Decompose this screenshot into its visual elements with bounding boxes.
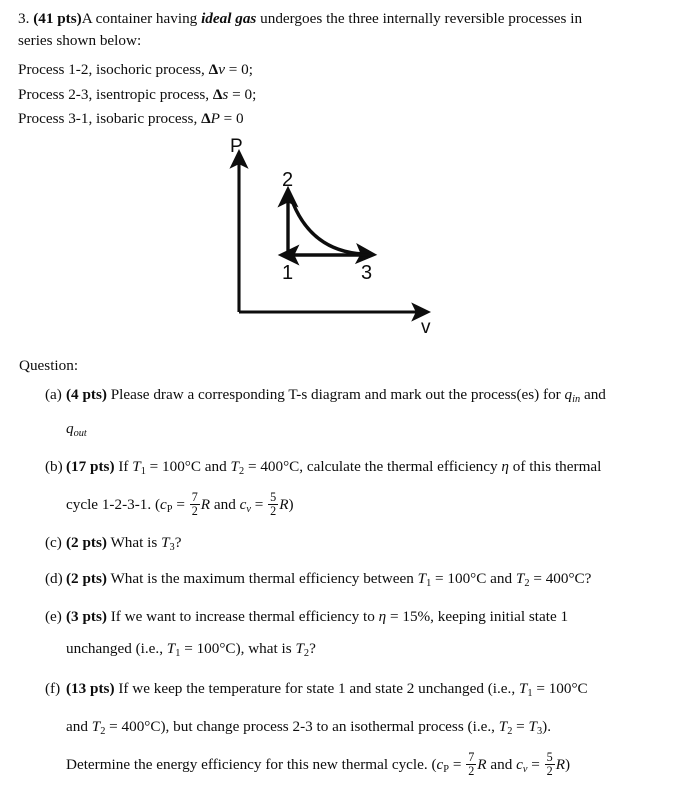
t1-subscript: 1 bbox=[140, 465, 146, 477]
t2b-symbol: T bbox=[498, 718, 508, 736]
item-body bbox=[45, 601, 679, 633]
state-label-1: 1 bbox=[282, 262, 294, 284]
and-text: and bbox=[66, 718, 92, 736]
process-variable: v bbox=[218, 61, 225, 78]
fraction-denominator: 2 bbox=[546, 763, 553, 778]
equals-mid: = bbox=[512, 718, 529, 736]
fraction-numerator: 5 bbox=[546, 750, 553, 765]
item-body bbox=[45, 672, 679, 710]
item-body bbox=[45, 380, 679, 414]
item-continuation bbox=[45, 633, 679, 670]
t2-symbol: T bbox=[230, 457, 239, 475]
cv-equals: = bbox=[527, 756, 544, 774]
process-label: Process 1-2, isochoric process, bbox=[18, 61, 209, 78]
item-text-2: and bbox=[580, 386, 606, 403]
process-label: Process 2-3, isentropic process, bbox=[18, 85, 213, 103]
problem-emphasis: ideal gas bbox=[201, 10, 257, 27]
q-out-subscript: out bbox=[73, 427, 87, 439]
item-text-2: of this thermal bbox=[508, 457, 602, 475]
process-equation: = 0; bbox=[224, 61, 253, 78]
v-axis-label: v bbox=[421, 317, 431, 338]
pv-diagram bbox=[200, 130, 480, 345]
fraction-denominator: 2 bbox=[468, 763, 475, 778]
process-list bbox=[18, 58, 618, 132]
item-text: What is bbox=[106, 533, 162, 551]
cv-symbol: c bbox=[239, 495, 247, 513]
t2-subscript: 2 bbox=[303, 648, 310, 660]
problem-intro-before: A container having bbox=[81, 10, 202, 27]
process-line-3-1 bbox=[18, 107, 618, 132]
t2-value: = 400°C, calculate the thermal efficiency bbox=[244, 457, 502, 475]
cv-fraction bbox=[545, 751, 555, 777]
item-continuation bbox=[45, 488, 679, 526]
t1-value: = 100°C bbox=[532, 680, 588, 698]
t2-symbol: T bbox=[295, 640, 304, 658]
delta-symbol: Δ bbox=[208, 61, 219, 78]
item-body bbox=[45, 450, 679, 488]
delta-symbol: Δ bbox=[212, 85, 223, 103]
question-item-b bbox=[0, 450, 679, 526]
state-label-2: 2 bbox=[282, 169, 294, 191]
fraction-numerator: 5 bbox=[270, 489, 277, 504]
t1-subscript: 1 bbox=[527, 688, 533, 700]
cp-fraction bbox=[466, 751, 476, 777]
q-out-symbol: q bbox=[66, 419, 74, 437]
item-body bbox=[45, 528, 679, 563]
t1-value: = 100°C and bbox=[431, 570, 516, 588]
t2-subscript: 2 bbox=[524, 578, 530, 590]
item-continuation bbox=[45, 414, 679, 448]
t3-symbol: T bbox=[528, 718, 537, 736]
t3-subscript: 3 bbox=[537, 726, 543, 738]
item-continuation-2 bbox=[45, 748, 679, 786]
t1-symbol: T bbox=[166, 640, 176, 658]
pv-diagram-svg bbox=[200, 130, 480, 345]
process-equation: = 0 bbox=[219, 110, 244, 127]
t2-symbol: T bbox=[91, 718, 101, 736]
process-equation: = 0; bbox=[228, 85, 257, 103]
t1-symbol: T bbox=[132, 457, 141, 475]
t2-value: = 400°C? bbox=[529, 570, 592, 588]
item-continuation-1 bbox=[45, 710, 679, 748]
item-marker: (d) bbox=[45, 570, 63, 588]
item-marker: (e) bbox=[45, 608, 62, 626]
item-points: (4 pts) bbox=[66, 386, 107, 403]
item-text-2: ? bbox=[174, 533, 182, 551]
eta-symbol: η bbox=[501, 457, 509, 475]
question-item-e bbox=[0, 601, 679, 670]
fraction-denominator: 2 bbox=[270, 503, 277, 518]
cv-subscript: v bbox=[246, 503, 251, 515]
cv-symbol: c bbox=[516, 756, 523, 774]
p-axis-label: P bbox=[230, 136, 243, 157]
process-label: Process 3-1, isobaric process, bbox=[18, 110, 202, 127]
fraction-denominator: 2 bbox=[191, 503, 198, 518]
fraction-numerator: 7 bbox=[191, 489, 198, 504]
closing-paren: ) bbox=[564, 756, 571, 774]
t2-symbol: T bbox=[515, 570, 525, 588]
q-in-symbol: q bbox=[564, 386, 573, 403]
item-text: Please draw a corresponding T-s diagram and mark out the process(es) for bbox=[106, 386, 565, 403]
cv-gas-constant: R bbox=[555, 756, 565, 774]
item-text: If we keep the temperature for state 1 and state 2 unchanged (i.e., bbox=[114, 680, 519, 698]
closing-text: ). bbox=[542, 718, 552, 736]
q-in-subscript: in bbox=[572, 393, 581, 405]
t3-subscript: 3 bbox=[169, 541, 175, 553]
cp-fraction bbox=[190, 491, 200, 517]
t1-symbol: T bbox=[518, 680, 528, 698]
determine-text: Determine the energy efficiency for this new thermal cycle. ( bbox=[66, 756, 437, 774]
fraction-numerator: 7 bbox=[468, 750, 475, 765]
t2-value: = 400°C), but change process 2-3 to an isothermal process (i.e., bbox=[105, 718, 499, 736]
delta-symbol: Δ bbox=[201, 110, 211, 127]
item-points: (2 pts) bbox=[66, 570, 107, 588]
cv-fraction bbox=[268, 491, 278, 517]
problem-statement bbox=[18, 8, 663, 52]
cp-equals: = bbox=[449, 756, 466, 774]
t1-value: = 100°C), what is bbox=[180, 640, 296, 658]
process-2-3-isentropic bbox=[291, 198, 363, 254]
process-variable: P bbox=[210, 110, 220, 127]
question-mark: ? bbox=[309, 640, 316, 658]
t2-subscript: 2 bbox=[238, 465, 245, 477]
item-marker: (c) bbox=[45, 533, 62, 551]
item-text: What is the maximum thermal efficiency between bbox=[106, 570, 418, 588]
item-points: (2 pts) bbox=[66, 533, 107, 551]
item-text: If we want to increase thermal efficiency to bbox=[106, 608, 379, 626]
and-text: and bbox=[486, 756, 517, 774]
t2b-subscript: 2 bbox=[507, 726, 513, 738]
problem-number: 3. bbox=[18, 10, 30, 27]
question-item-f bbox=[0, 672, 679, 786]
item-body bbox=[45, 564, 679, 599]
process-line-1-2 bbox=[18, 58, 618, 83]
unchanged-text: unchanged (i.e., bbox=[66, 640, 167, 658]
t1-subscript: 1 bbox=[175, 648, 181, 660]
eta-symbol: η bbox=[378, 608, 387, 626]
item-points: (13 pts) bbox=[66, 680, 115, 698]
question-heading: Question: bbox=[19, 357, 79, 374]
cp-equals: = bbox=[172, 495, 189, 513]
t1-subscript: 1 bbox=[426, 578, 432, 590]
cp-gas-constant: R bbox=[200, 495, 211, 513]
cp-subscript: P bbox=[166, 503, 173, 515]
problem-intro-after: undergoes the three internally reversible processes in bbox=[256, 10, 583, 27]
t1-value: = 100°C and bbox=[145, 457, 231, 475]
item-points: (3 pts) bbox=[66, 608, 107, 626]
and-text: and bbox=[210, 495, 240, 513]
cycle-text: cycle 1-2-3-1. ( bbox=[66, 495, 161, 513]
item-marker: (f) bbox=[45, 680, 61, 698]
t2-subscript: 2 bbox=[100, 726, 106, 738]
item-text: If bbox=[114, 457, 133, 475]
cp-subscript: P bbox=[443, 763, 450, 775]
item-marker: (b) bbox=[45, 457, 63, 475]
process-variable: s bbox=[222, 85, 229, 103]
state-label-3: 3 bbox=[361, 262, 373, 284]
question-item-d bbox=[0, 564, 679, 599]
closing-paren: ) bbox=[288, 495, 294, 513]
question-item-c bbox=[0, 528, 679, 563]
item-points: (17 pts) bbox=[66, 457, 115, 475]
cv-gas-constant: R bbox=[279, 495, 289, 513]
process-line-2-3 bbox=[18, 83, 618, 108]
cp-gas-constant: R bbox=[477, 756, 487, 774]
problem-intro-line2: series shown below: bbox=[18, 32, 142, 49]
t1-symbol: T bbox=[417, 570, 427, 588]
cv-subscript: v bbox=[522, 763, 528, 775]
eta-value: = 15%, keeping initial state 1 bbox=[386, 608, 569, 626]
cv-equals: = bbox=[250, 495, 268, 513]
t3-symbol: T bbox=[161, 533, 170, 551]
item-marker: (a) bbox=[45, 386, 62, 403]
problem-points: (41 pts) bbox=[33, 10, 82, 27]
question-item-a bbox=[0, 380, 679, 448]
cp-symbol: c bbox=[436, 756, 444, 774]
cp-symbol: c bbox=[160, 495, 167, 513]
